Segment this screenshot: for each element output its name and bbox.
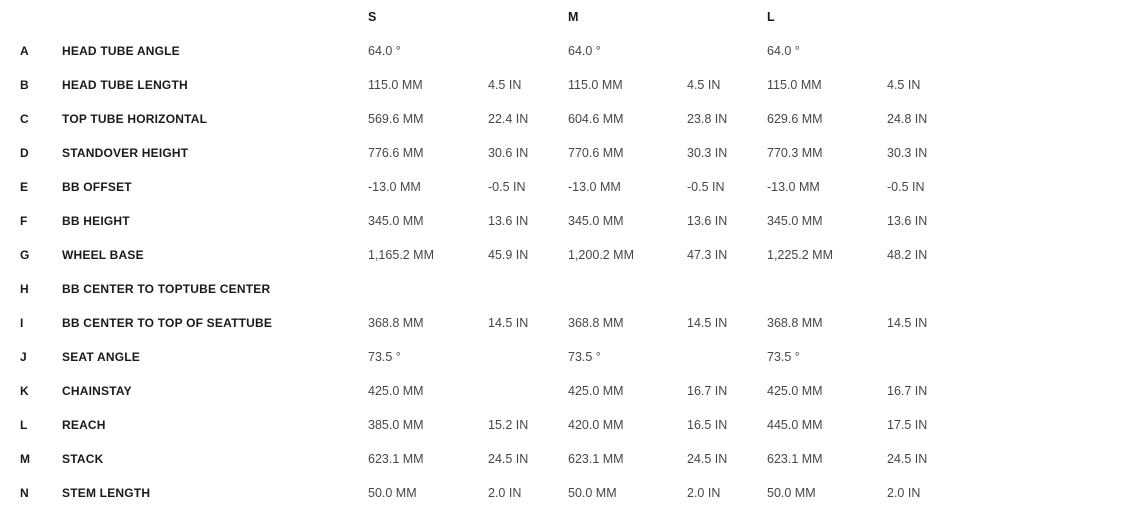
value-m-in: 23.8 IN xyxy=(687,112,728,126)
value-l-in: 48.2 IN xyxy=(887,248,928,262)
row-letter: J xyxy=(20,350,27,364)
row-label: CHAINSTAY xyxy=(62,384,132,398)
value-m-mm: 73.5 ° xyxy=(568,350,601,364)
table-row xyxy=(0,170,1136,204)
value-m-in: 24.5 IN xyxy=(687,452,728,466)
value-l-in: 16.7 IN xyxy=(887,384,928,398)
value-s-in: 30.6 IN xyxy=(488,146,529,160)
value-l-mm: 73.5 ° xyxy=(767,350,800,364)
value-m-mm: 604.6 MM xyxy=(568,112,624,126)
value-m-in: 16.7 IN xyxy=(687,384,728,398)
table-row xyxy=(0,68,1136,102)
row-label: BB OFFSET xyxy=(62,180,132,194)
row-label: HEAD TUBE LENGTH xyxy=(62,78,188,92)
size-header-l: L xyxy=(767,10,775,24)
value-s-in: 4.5 IN xyxy=(488,78,522,92)
value-s-mm: 368.8 MM xyxy=(368,316,424,330)
value-s-mm: 776.6 MM xyxy=(368,146,424,160)
value-l-in: 17.5 IN xyxy=(887,418,928,432)
value-s-mm: 425.0 MM xyxy=(368,384,424,398)
value-s-mm: 73.5 ° xyxy=(368,350,401,364)
value-m-in: 4.5 IN xyxy=(687,78,721,92)
row-letter: L xyxy=(20,418,28,432)
value-m-mm: 420.0 MM xyxy=(568,418,624,432)
value-s-in: 14.5 IN xyxy=(488,316,529,330)
row-label: SEAT ANGLE xyxy=(62,350,141,364)
table-row xyxy=(0,102,1136,136)
row-letter: A xyxy=(20,44,29,58)
value-s-in: 24.5 IN xyxy=(488,452,529,466)
value-l-mm: 770.3 MM xyxy=(767,146,823,160)
table-row xyxy=(0,204,1136,238)
row-letter: M xyxy=(20,452,31,466)
row-letter: H xyxy=(20,282,29,296)
table-row xyxy=(0,476,1136,510)
row-letter: C xyxy=(20,112,29,126)
row-label: BB HEIGHT xyxy=(62,214,130,228)
value-l-in: 2.0 IN xyxy=(887,486,921,500)
value-m-in: 47.3 IN xyxy=(687,248,728,262)
value-s-in: -0.5 IN xyxy=(488,180,526,194)
value-l-mm: 425.0 MM xyxy=(767,384,823,398)
row-letter: N xyxy=(20,486,29,500)
row-label: HEAD TUBE ANGLE xyxy=(62,44,180,58)
value-l-in: 24.5 IN xyxy=(887,452,928,466)
value-m-in: 2.0 IN xyxy=(687,486,721,500)
value-l-mm: 50.0 MM xyxy=(767,486,816,500)
value-m-in: 30.3 IN xyxy=(687,146,728,160)
value-l-mm: 1,225.2 MM xyxy=(767,248,834,262)
value-s-mm: 623.1 MM xyxy=(368,452,424,466)
value-m-in: -0.5 IN xyxy=(687,180,725,194)
row-letter: D xyxy=(20,146,29,160)
value-m-in: 13.6 IN xyxy=(687,214,728,228)
value-m-mm: 425.0 MM xyxy=(568,384,624,398)
row-label: BB CENTER TO TOPTUBE CENTER xyxy=(62,282,271,296)
value-s-mm: 1,165.2 MM xyxy=(368,248,435,262)
table-row xyxy=(0,136,1136,170)
row-letter: G xyxy=(20,248,30,262)
value-l-in: 14.5 IN xyxy=(887,316,928,330)
value-s-in: 45.9 IN xyxy=(488,248,529,262)
value-s-mm: 64.0 ° xyxy=(368,44,401,58)
row-label: STANDOVER HEIGHT xyxy=(62,146,189,160)
geometry-table-body xyxy=(0,34,1136,510)
table-row xyxy=(0,374,1136,408)
value-m-mm: 623.1 MM xyxy=(568,452,624,466)
value-s-mm: 345.0 MM xyxy=(368,214,424,228)
row-label: TOP TUBE HORIZONTAL xyxy=(62,112,208,126)
value-l-mm: 115.0 MM xyxy=(767,78,822,92)
value-m-mm: 64.0 ° xyxy=(568,44,601,58)
table-row xyxy=(0,340,1136,374)
value-l-mm: -13.0 MM xyxy=(767,180,820,194)
value-m-mm: 345.0 MM xyxy=(568,214,624,228)
value-l-mm: 368.8 MM xyxy=(767,316,823,330)
value-s-mm: -13.0 MM xyxy=(368,180,421,194)
value-s-mm: 50.0 MM xyxy=(368,486,417,500)
value-m-mm: 50.0 MM xyxy=(568,486,617,500)
value-l-in: 13.6 IN xyxy=(887,214,928,228)
value-s-in: 22.4 IN xyxy=(488,112,529,126)
value-l-mm: 64.0 ° xyxy=(767,44,800,58)
row-letter: E xyxy=(20,180,29,194)
row-letter: K xyxy=(20,384,29,398)
value-m-in: 16.5 IN xyxy=(687,418,728,432)
value-l-in: 24.8 IN xyxy=(887,112,928,126)
row-label: BB CENTER TO TOP OF SEATTUBE xyxy=(62,316,273,330)
value-l-mm: 623.1 MM xyxy=(767,452,823,466)
value-l-in: -0.5 IN xyxy=(887,180,925,194)
table-row xyxy=(0,238,1136,272)
value-m-mm: 1,200.2 MM xyxy=(568,248,635,262)
value-m-mm: 368.8 MM xyxy=(568,316,624,330)
value-l-mm: 345.0 MM xyxy=(767,214,823,228)
size-header-m: M xyxy=(568,10,579,24)
row-letter: B xyxy=(20,78,29,92)
table-row xyxy=(0,408,1136,442)
table-header-row xyxy=(0,0,1136,34)
table-row xyxy=(0,272,1136,306)
value-l-mm: 445.0 MM xyxy=(767,418,823,432)
value-m-mm: 770.6 MM xyxy=(568,146,624,160)
value-s-in: 2.0 IN xyxy=(488,486,522,500)
value-m-in: 14.5 IN xyxy=(687,316,728,330)
value-l-in: 4.5 IN xyxy=(887,78,921,92)
row-label: STACK xyxy=(62,452,104,466)
row-label: WHEEL BASE xyxy=(62,248,144,262)
value-s-mm: 385.0 MM xyxy=(368,418,424,432)
value-l-mm: 629.6 MM xyxy=(767,112,823,126)
row-label: REACH xyxy=(62,418,106,432)
row-letter: F xyxy=(20,214,28,228)
value-s-mm: 115.0 MM xyxy=(368,78,423,92)
value-s-in: 13.6 IN xyxy=(488,214,529,228)
value-s-in: 15.2 IN xyxy=(488,418,529,432)
table-row xyxy=(0,306,1136,340)
size-header-s: S xyxy=(368,10,377,24)
value-m-mm: -13.0 MM xyxy=(568,180,621,194)
value-m-mm: 115.0 MM xyxy=(568,78,623,92)
row-letter: I xyxy=(20,316,24,330)
value-l-in: 30.3 IN xyxy=(887,146,928,160)
table-row xyxy=(0,442,1136,476)
table-row xyxy=(0,34,1136,68)
row-label: STEM LENGTH xyxy=(62,486,151,500)
value-s-mm: 569.6 MM xyxy=(368,112,424,126)
